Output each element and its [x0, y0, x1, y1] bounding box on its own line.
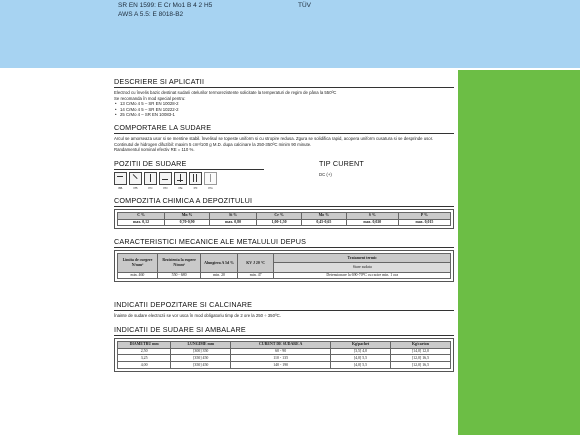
list-item: • 25 CrMo 4 – SR EN 10083-1	[114, 112, 454, 118]
table-header: CURENT DE SUDARE A	[231, 341, 331, 348]
current-type-value: DC (+)	[319, 171, 332, 177]
divider	[114, 169, 264, 170]
table-row	[118, 362, 451, 369]
divider	[114, 335, 454, 336]
table-row	[118, 219, 451, 226]
section-depozitare	[114, 300, 454, 319]
table-header: Kg/carton	[390, 341, 450, 348]
position-pa-icon	[114, 172, 127, 185]
position-label: PC	[148, 185, 153, 190]
divider	[114, 206, 454, 207]
position-pg-icon	[204, 172, 217, 185]
table-cell: min. 47	[237, 272, 274, 279]
list-item: • 13 CrMo 4 5 – SR EN 10028-2	[114, 101, 454, 107]
position-pc-icon	[144, 172, 157, 185]
section-comportare	[114, 123, 454, 153]
table-cell: [350] 450	[171, 355, 231, 362]
table-header-row	[118, 254, 451, 263]
table-cell: max. 0,015	[398, 219, 450, 226]
position-pc	[144, 172, 157, 190]
section-ambalare	[114, 325, 454, 372]
composition-table	[117, 212, 451, 227]
paragraph: Randamentul nominal efectiv RE = 110 %.	[114, 147, 195, 153]
section-title: POZITII DE SUDARE	[114, 158, 187, 168]
list-item: • 14 CrMo 4 5 – SR EN 10222-2	[114, 107, 454, 113]
section-title: COMPORTARE LA SUDARE	[114, 122, 212, 132]
table-cell: [12,0] 16,5	[390, 362, 450, 369]
packaging-frame	[114, 338, 454, 372]
position-pe-icon	[174, 172, 187, 185]
table-cell: min. 20	[201, 272, 238, 279]
table-header-row	[118, 341, 451, 348]
table-header: LUNGIME mm	[171, 341, 231, 348]
table-cell: 60 - 90	[231, 348, 331, 355]
table-header: Cr %	[257, 212, 302, 219]
position-label: PD	[163, 185, 168, 190]
section-title: INDICATII DEPOZITARE SI CALCINARE	[114, 300, 253, 310]
datasheet-body	[114, 77, 454, 372]
table-cell: [300] 350	[171, 348, 231, 355]
paragraph: Continutul de hidrogen difuzibil: maxim 5 cm³/100 g M.D. dupa calcinare la 250-350⁰C minim 90 minute.	[114, 141, 312, 147]
table-cell: 4,00	[118, 362, 171, 369]
table-row	[118, 348, 451, 355]
table-subheader: Stare sudata	[274, 263, 451, 272]
divider	[114, 310, 454, 311]
table-header: Tratament termic	[274, 254, 451, 263]
position-pd-icon	[159, 172, 172, 185]
table-header: Kg/pachet	[331, 341, 391, 348]
table-cell: [3,5] 4,0	[331, 348, 391, 355]
position-label: PA	[118, 185, 123, 190]
table-cell: 3,25	[118, 355, 171, 362]
table-cell: 0,70-0,90	[165, 219, 210, 226]
section-title: INDICATII DE SUDARE SI AMBALARE	[114, 324, 246, 334]
section-title: CARACTERISTICI MECANICE ALE METALULUI DEPUS	[114, 237, 307, 247]
table-cell: min. 460	[118, 272, 158, 279]
divider	[114, 87, 454, 88]
paragraph: Electrod cu învelis bazic destinat sudarii otelurilor termorezistente solicitate la temperaturi de regim de pâna la 550⁰C	[114, 90, 337, 95]
table-cell: [350] 450	[171, 362, 231, 369]
position-pd	[159, 172, 172, 190]
curent-col	[319, 159, 364, 190]
packaging-table	[117, 341, 451, 369]
table-header: S %	[346, 212, 398, 219]
divider	[114, 247, 454, 248]
table-header: Mo %	[301, 212, 346, 219]
side-accent-bar	[458, 70, 580, 435]
position-label: PG	[208, 185, 213, 190]
position-pe	[174, 172, 187, 190]
position-pf-icon	[189, 172, 202, 185]
table-header: DIAMETRU mm	[118, 341, 171, 348]
section-compozitie	[114, 196, 454, 230]
section-title: DESCRIERE SI APLICATII	[114, 77, 205, 86]
mechanical-frame	[114, 250, 454, 282]
standard-sr-en: SR EN 1599: E Cr Mo1 B 4 2 H5	[118, 2, 213, 9]
table-header: Alungirea A 5d %	[201, 254, 238, 272]
table-cell: [4,0] 5,5	[331, 355, 391, 362]
section-mecanice	[114, 237, 454, 282]
section-title: TIP CURENT	[319, 158, 364, 168]
certification-label: TÜV	[298, 2, 311, 9]
section-pozitii	[114, 159, 454, 190]
table-cell: max. 0,80	[209, 219, 256, 226]
welding-positions	[114, 172, 319, 190]
table-cell: [4,0] 5,5	[331, 362, 391, 369]
position-pf	[189, 172, 202, 190]
header-band	[0, 0, 580, 68]
paragraph: Se recomanda în mod special pentru:	[114, 95, 186, 101]
table-header: Si %	[209, 212, 256, 219]
section-descriere	[114, 77, 454, 118]
table-header: Limita de curgere N/mm²	[118, 254, 158, 272]
position-pa	[114, 172, 127, 190]
table-header: C %	[118, 212, 165, 219]
mechanical-table	[117, 253, 451, 279]
table-header: Rezistenta la rupere N/mm²	[157, 254, 200, 272]
table-cell: Detensionare la 690-70⁰C cu racire min. 1 ora	[274, 272, 451, 279]
table-cell: 140 - 190	[231, 362, 331, 369]
pozitii-col	[114, 159, 319, 190]
paragraph: Arcul se amorseaza usor si se mentine stabil. Învelisul se topeste uniform si cu stropire redusa. Zgura se solidifica rapid, acopera uniform cusatura si se desprinde usor.	[114, 135, 434, 141]
table-header: KV J 20 °C	[237, 254, 274, 272]
table-cell: 2,50	[118, 348, 171, 355]
table-cell: [12,0] 16,5	[390, 355, 450, 362]
position-label: PE	[178, 185, 183, 190]
table-cell: 110 - 135	[231, 355, 331, 362]
position-pb-icon	[129, 172, 142, 185]
section-title: COMPOZITIA CHIMICA A DEPOZITULUI	[114, 195, 253, 205]
table-header: P %	[398, 212, 450, 219]
standard-aws: AWS A 5.5: E 8018-B2	[118, 11, 184, 18]
table-cell: max. 0,020	[346, 219, 398, 226]
position-label: PB	[133, 185, 138, 190]
position-pg	[204, 172, 217, 190]
composition-frame	[114, 209, 454, 230]
table-row	[118, 355, 451, 362]
table-header-row	[118, 212, 451, 219]
table-header: Mn %	[165, 212, 210, 219]
position-label: PF	[193, 185, 198, 190]
table-cell: 1,00-1,50	[257, 219, 302, 226]
divider	[114, 133, 454, 134]
table-cell: 550 - 680	[157, 272, 200, 279]
paragraph: Înainte de sudare electrozii se vor usca în mod obligatoriu timp de 2 ore la 250 ÷ 350⁰C.	[114, 313, 281, 319]
table-cell: 0,45-0,65	[301, 219, 346, 226]
position-pb	[129, 172, 142, 190]
table-cell: [14,0] 12,0	[390, 348, 450, 355]
table-row	[118, 272, 451, 279]
table-cell: max. 0,12	[118, 219, 165, 226]
